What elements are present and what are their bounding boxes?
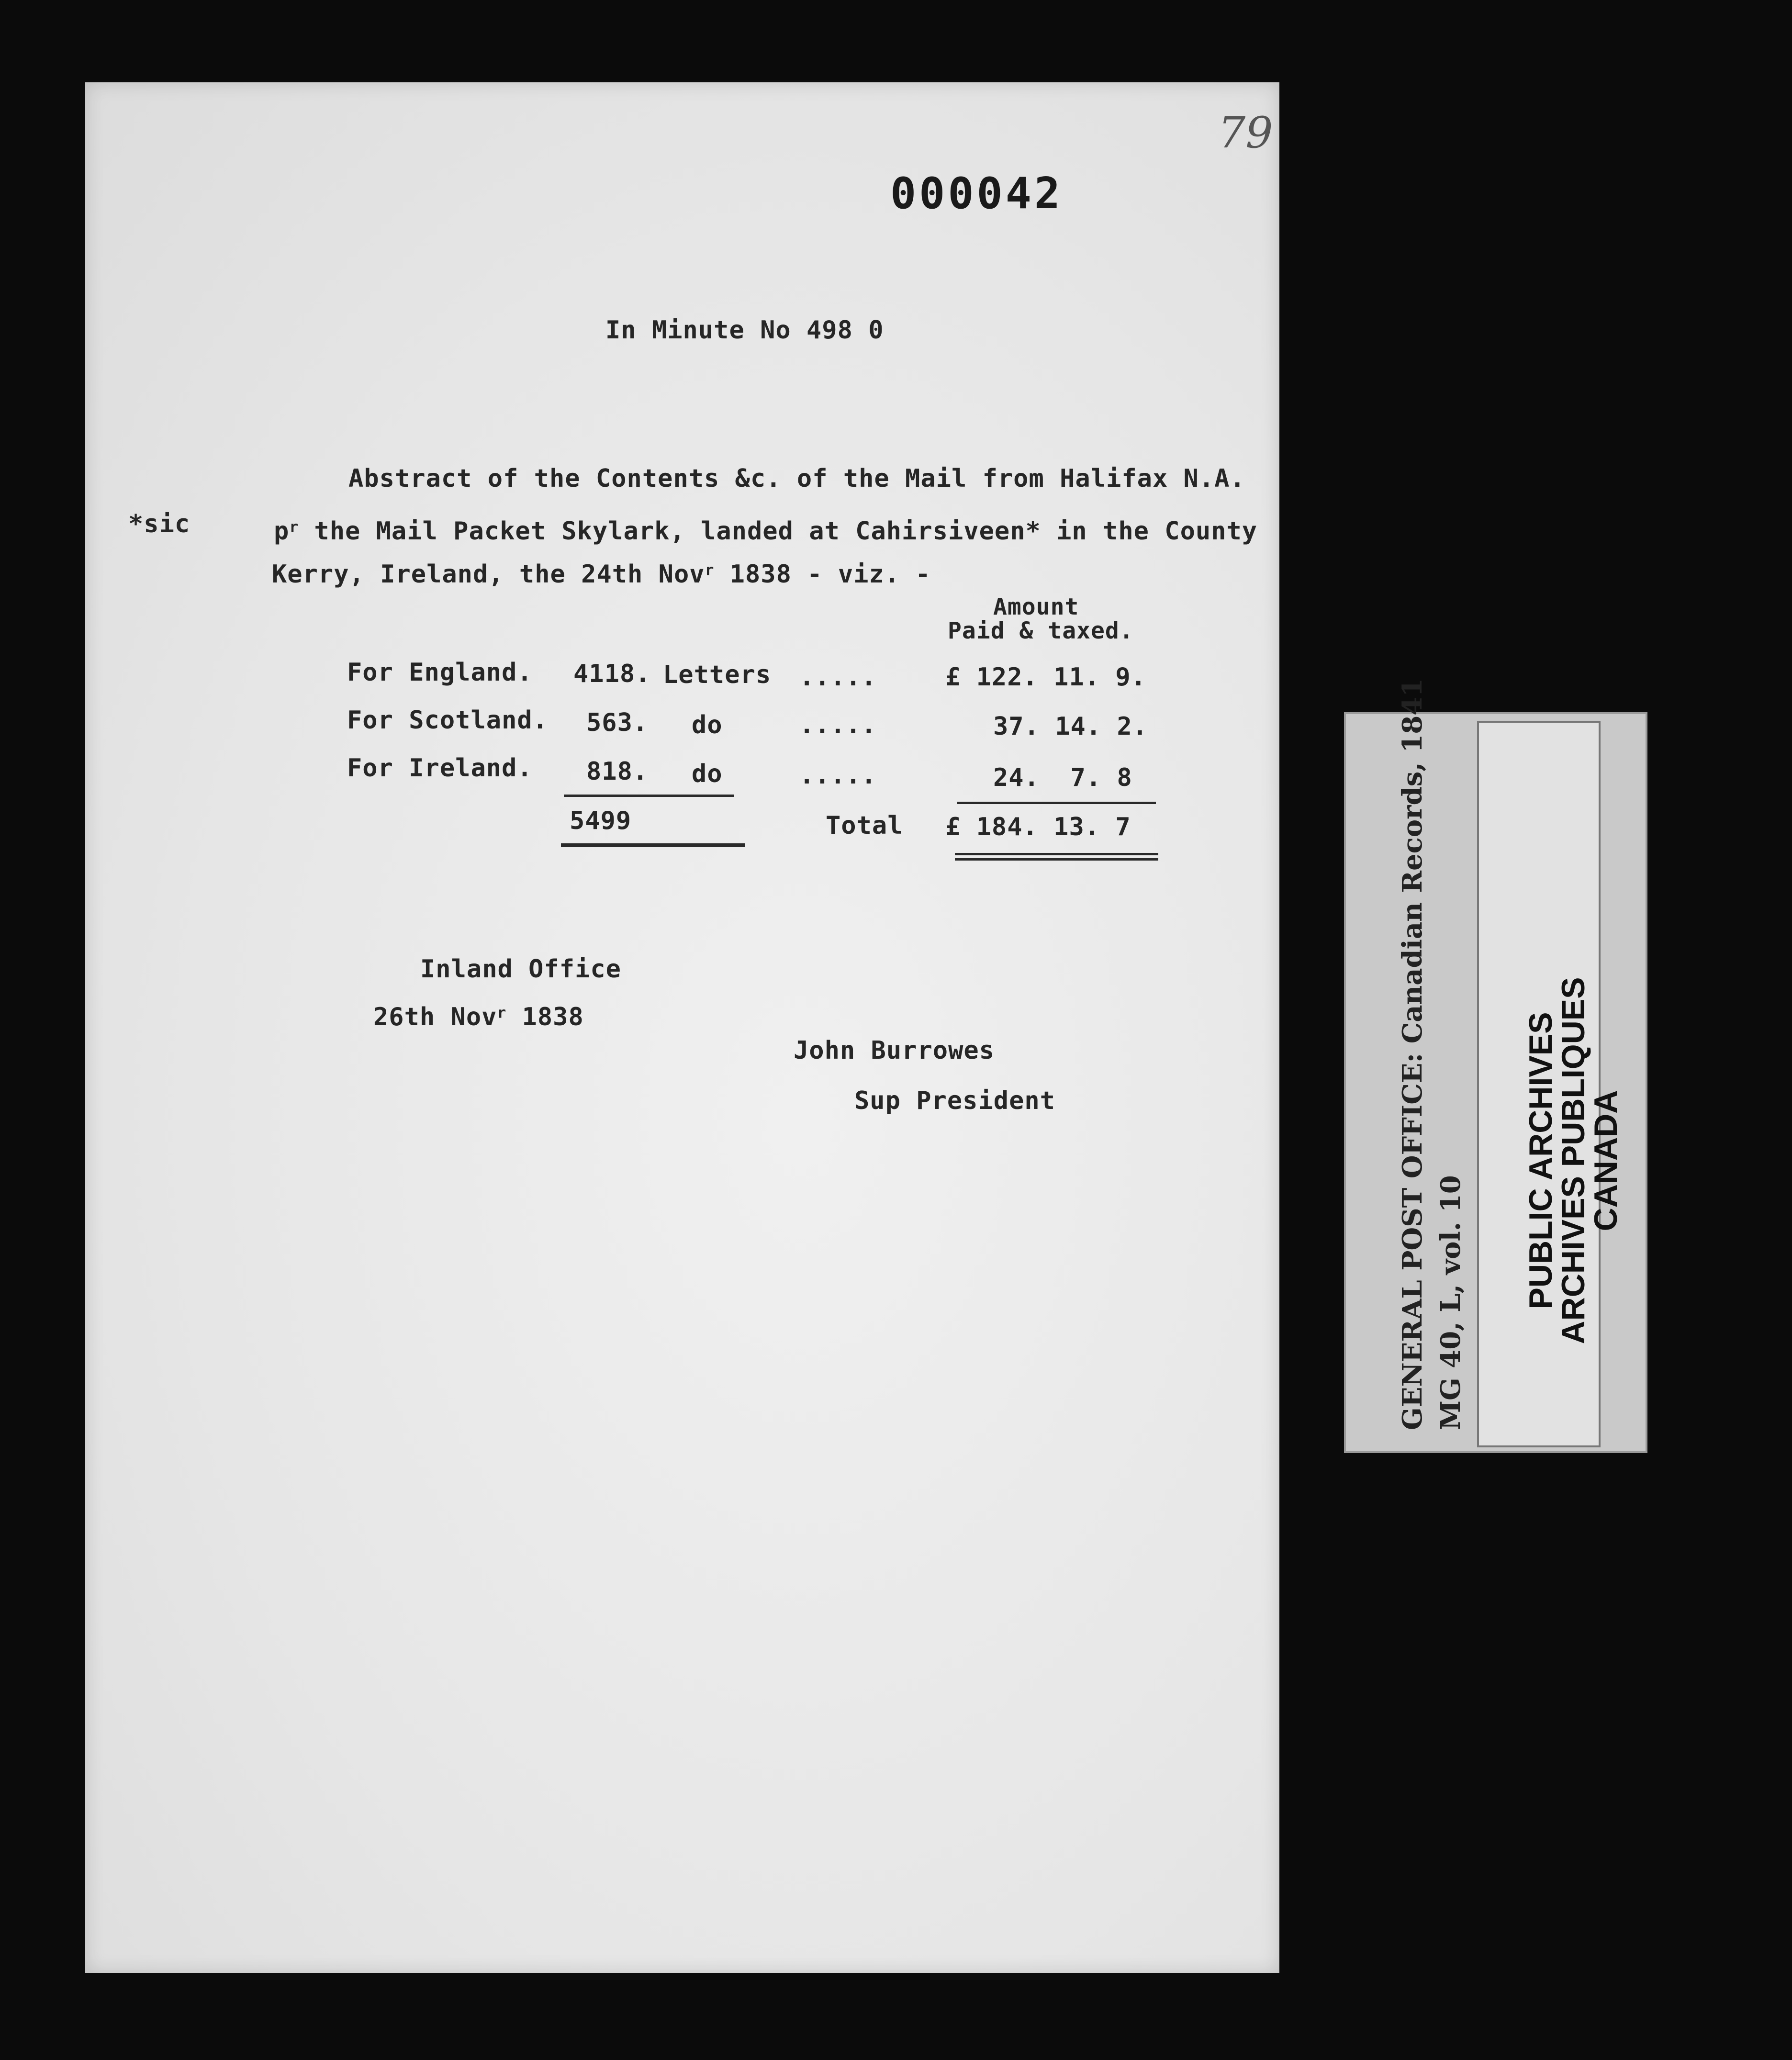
row-dots: ..... xyxy=(799,663,877,692)
row-destination: For England. xyxy=(347,658,533,687)
archive-stamp xyxy=(1524,945,1644,1376)
subtotal-rule-count xyxy=(564,795,734,797)
total-amount: £ 184. 13. 7 xyxy=(945,813,1131,841)
total-count: 5499 xyxy=(570,806,632,835)
subtotal-rule-amount xyxy=(957,802,1156,804)
office-name: Inland Office xyxy=(420,955,621,984)
row-amount: 37. 14. 2. xyxy=(993,712,1148,741)
abstract-line-2: $p^r$ the Mail Packet Skylark, landed at Cahirsiveen* in the County xyxy=(274,517,1258,546)
archive-label-line-2: MG 40, L, vol. 10 xyxy=(1435,1175,1467,1430)
signer-title: Sup President xyxy=(854,1086,1055,1115)
sic-note: *sic xyxy=(128,510,190,538)
archive-stamp-line-3: CANADA xyxy=(1588,1090,1624,1232)
folio-number: 79 xyxy=(1218,108,1273,158)
row-amount: £ 122. 11. 9. xyxy=(945,663,1146,692)
document-page xyxy=(85,82,1279,1973)
row-unit: Letters xyxy=(663,661,772,689)
row-destination: For Ireland. xyxy=(347,754,533,783)
total-rule-count xyxy=(561,843,745,847)
total-label: Total xyxy=(826,811,903,840)
signer-name: John Burrowes xyxy=(794,1036,995,1065)
total-rule-amount-1 xyxy=(955,853,1158,855)
row-count: 563. xyxy=(586,708,649,737)
archive-stamp-line-2: ARCHIVES PUBLIQUES xyxy=(1555,977,1591,1344)
amount-header-2: Paid & taxed. xyxy=(948,617,1134,644)
row-count: 4118. xyxy=(573,660,651,688)
minute-heading: In Minute No 498 0 xyxy=(605,316,884,345)
total-rule-amount-2 xyxy=(955,858,1158,861)
abstract-line-1: Abstract of the Contents &c. of the Mail from Halifax N.A. xyxy=(348,464,1245,493)
abstract-line-3: Kerry, Ireland, the 24th Nov$^r$ 1838 - viz. - xyxy=(272,560,931,589)
row-destination: For Scotland. xyxy=(347,706,548,735)
row-unit: do xyxy=(692,760,723,788)
row-dots: ..... xyxy=(799,711,877,739)
row-amount: 24. 7. 8 xyxy=(993,763,1132,792)
row-count: 818. xyxy=(586,757,649,786)
stamp-number: 000042 xyxy=(890,168,1064,219)
row-unit: do xyxy=(692,711,723,739)
archive-stamp-line-1: PUBLIC ARCHIVES xyxy=(1523,1012,1559,1310)
archive-label-line-1: GENERAL POST OFFICE: Canadian Records, 1841 xyxy=(1397,678,1428,1430)
row-dots: ..... xyxy=(799,761,877,790)
amount-header-1: Amount xyxy=(993,593,1079,620)
office-date: 26th Nov$^r$ 1838 xyxy=(373,1003,584,1031)
